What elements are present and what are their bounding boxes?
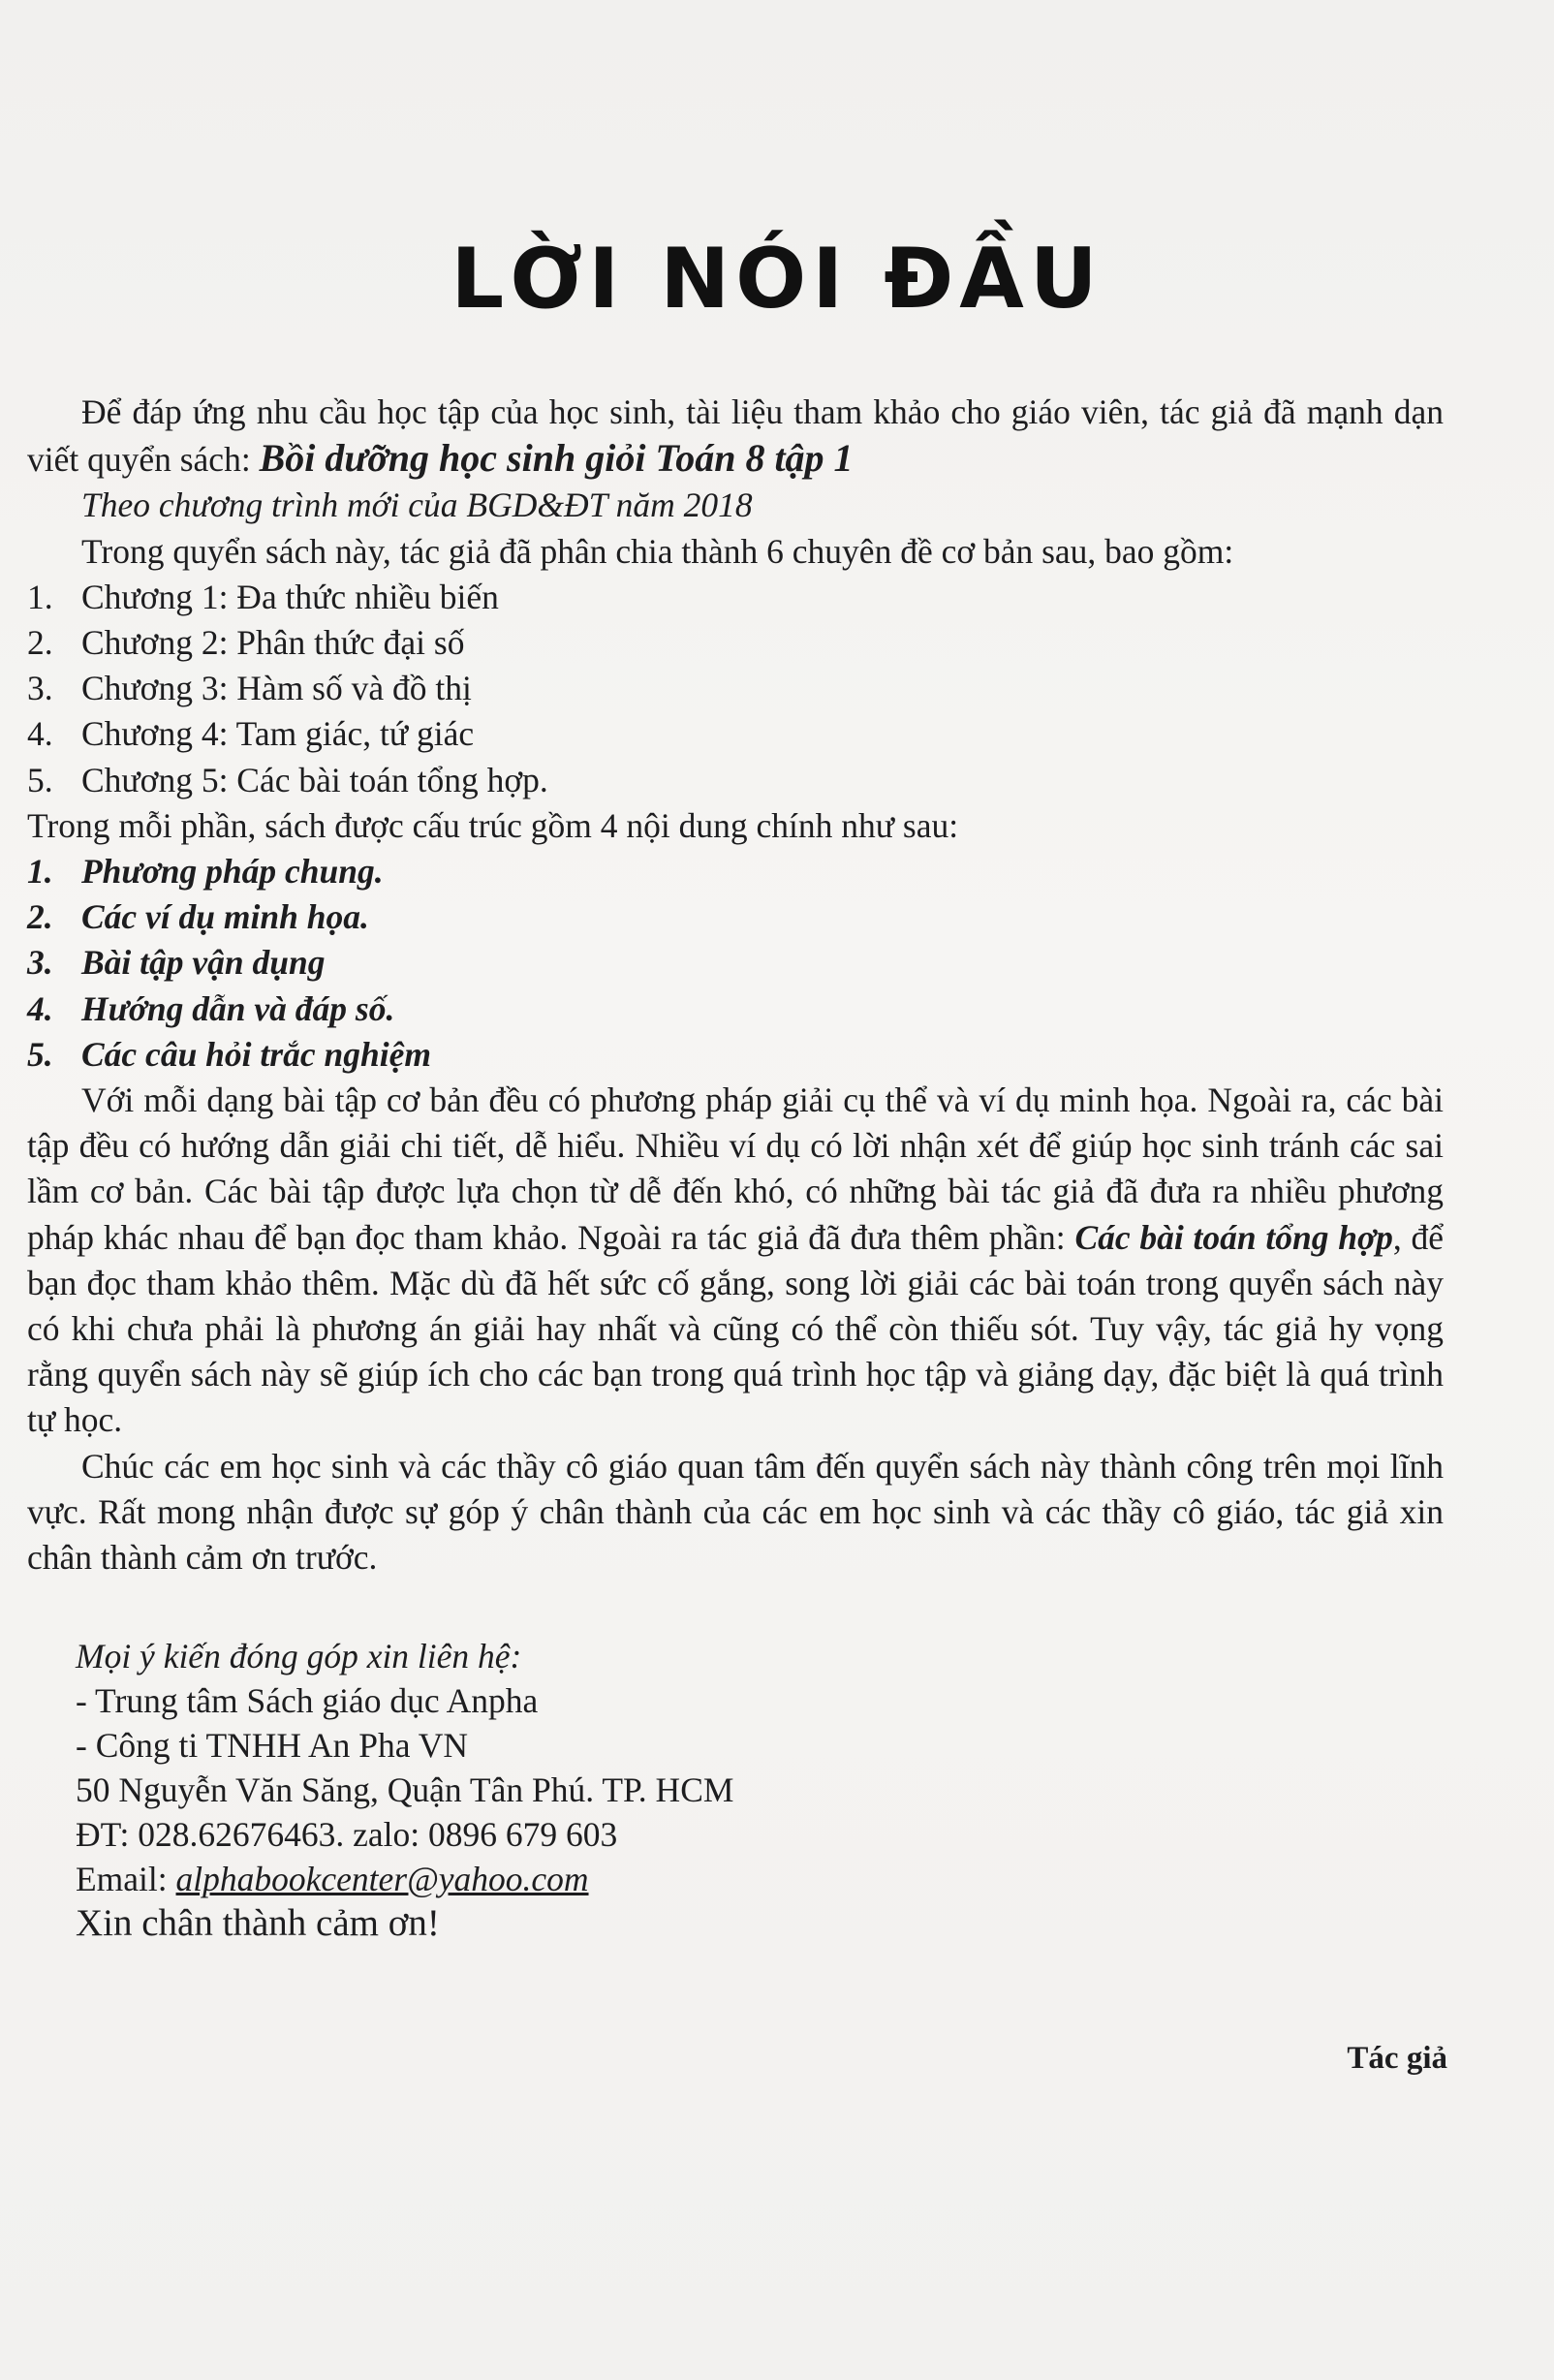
contact-org-2: - Công ti TNHH An Pha VN [76,1726,468,1765]
list-item: 3. Bài tập vận dụng [27,943,326,983]
page-title: LỜI NÓI ĐẦU [451,231,1103,328]
list-item: 5. Các câu hỏi trắc nghiệm [27,1034,431,1074]
list-item: 4. Chương 4: Tam giác, tứ giác [27,714,475,754]
contact-email: Email: alphabookcenter@yahoo.com [76,1860,589,1898]
body-text [27,390,1444,1581]
book-title: Bồi dưỡng học sinh giỏi Toán 8 tập 1 [259,436,854,481]
program-line: Theo chương trình mới của BGD&ĐT năm 2018 [81,485,753,525]
contact-block [76,1634,733,1946]
list-item: 2. Các ví dụ minh họa. [27,897,369,937]
contact-address: 50 Nguyễn Văn Săng, Quận Tân Phú. TP. HCM [76,1770,734,1809]
list-item: 1. Phương pháp chung. [27,852,384,892]
structure-intro: Trong mỗi phần, sách được cấu trúc gồm 4 nội dung chính như sau: [27,805,959,845]
list-item: 5. Chương 5: Các bài toán tổng hợp. [27,760,548,799]
list-item: 1. Chương 1: Đa thức nhiều biến [27,577,499,616]
chapters-intro: Trong quyển sách này, tác giả đã phân chia thành 6 chuyên đề cơ bản sau, bao gồm: [81,531,1234,571]
content-list [27,849,1444,1078]
intro-paragraph [27,390,1444,483]
intro-line: Để đáp ứng nhu cầu học tập của học sinh, tài liệu tham khảo cho giáo viên, tác giả đã mạnh dạn viết quyển sách: [27,392,1444,480]
thanks-line: Xin chân thành cảm ơn! [76,1902,440,1944]
author-signature: Tác giả [1347,2041,1447,2076]
list-item: 2. Chương 2: Phân thức đại số [27,623,465,663]
paragraph-methods: Với mỗi dạng bài tập cơ bản đều có phương pháp giải cụ thể và ví dụ minh họa. Ngoài ra, các bài tập đều có hướng dẫn giải chi tiết, dễ hiểu. Nhiều ví dụ có lời nhận xét để giúp học sinh tránh các sai lầm cơ bản. Các bài tập được lựa chọn từ dễ đến khó, có những bài tác giả đã đưa ra nhiều phương pháp khác nhau để bạn đọc tham khảo. Ngoài ra tác giả đã đưa thêm phần: Các bài toán tổng hợp, để bạn đọc tham khảo thêm. Mặc dù đã hết sức cố gắng, song lời giải các bài toán trong quyển sách này có khi chưa phải là phương án giải hay nhất và cũng có thể còn thiếu sót. Tuy vậy, tác giả hy vọng rằng quyển sách này sẽ giúp ích cho các bạn trong quá trình học tập và giảng dạy, đặc biệt là quá trình tự học. [27,1080,1444,1440]
email-link[interactable]: alphabookcenter@yahoo.com [175,1860,589,1898]
emphasis-text: Các bài toán tổng hợp [1074,1217,1393,1257]
contact-heading: Mọi ý kiến đóng góp xin liên hệ: [76,1637,522,1675]
chapter-list [27,575,1444,803]
list-item: 3. Chương 3: Hàm số và đồ thị [27,669,472,708]
list-item: 4. Hướng dẫn và đáp số. [27,988,395,1028]
contact-phone: ĐT: 028.62676463. zalo: 0896 679 603 [76,1815,618,1854]
paragraph-wishes: Chúc các em học sinh và các thầy cô giáo quan tâm đến quyển sách này thành công trên mọi lĩnh vực. Rất mong nhận được sự góp ý chân thành của các em học sinh và các thầy cô giáo, tác giả xin chân thành cảm ơn trước. [27,1446,1444,1578]
contact-org-1: - Trung tâm Sách giáo dục Anpha [76,1681,539,1720]
